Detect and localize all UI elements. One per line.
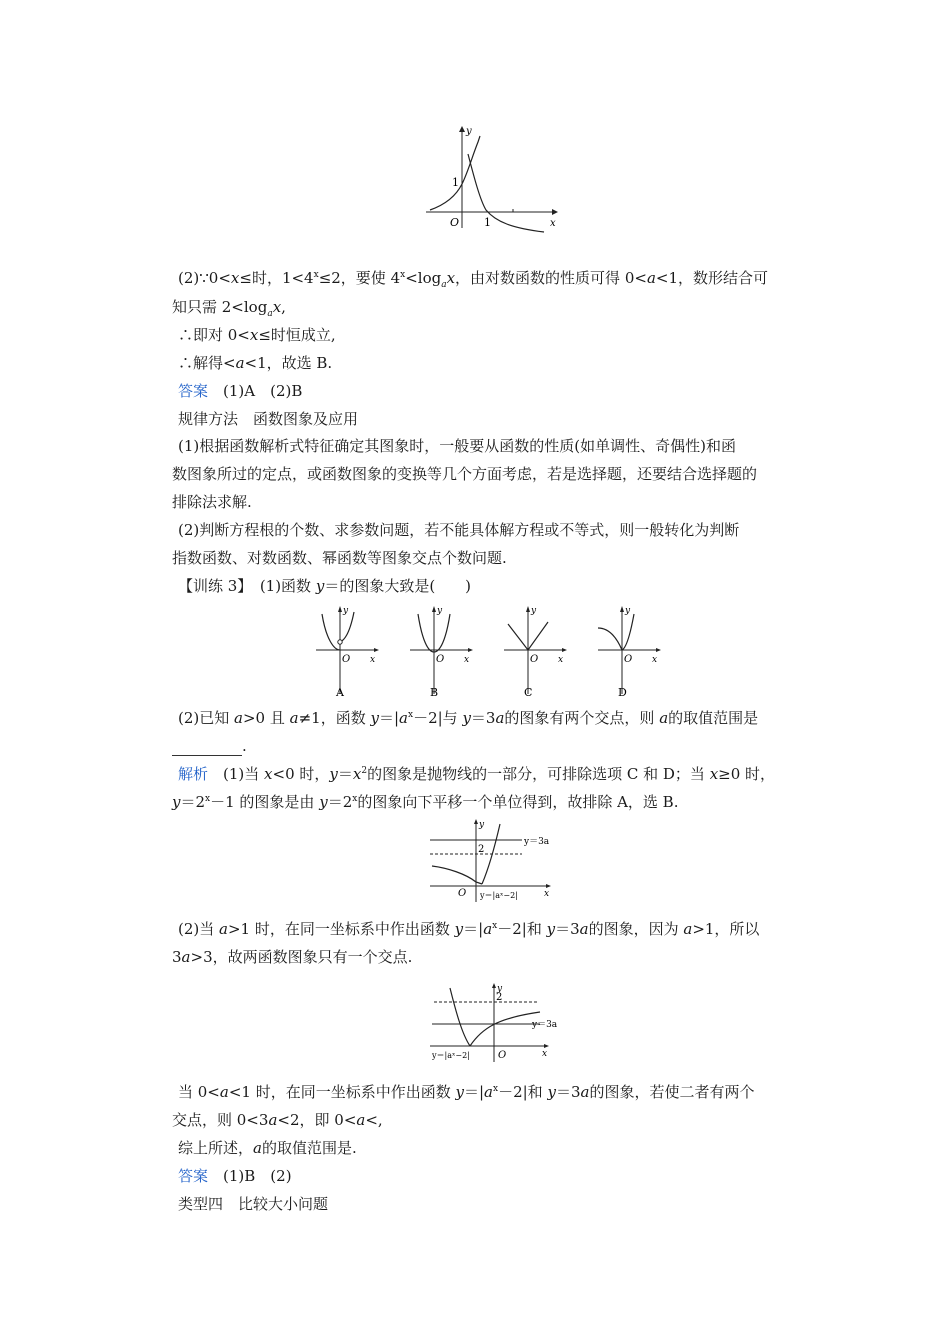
svg-text:2: 2 [496, 992, 503, 1003]
solution2-line-1: (2)当 a>1 时，在同一坐标系中作出函数 $y=|a^x-2|$和 y＝3a的图象，因为 a>1，所以 [178, 920, 760, 938]
y-axis-arrow [459, 126, 465, 132]
solution-line-1: (2)∵0<x≤时，$1<4^x\le 2$，要使 $4^x<\log_ax$，由对数函数的性质可得 0<a<1，数形结合可 [178, 269, 769, 290]
option-c-graph [504, 606, 567, 699]
method-title: 规律方法 函数图象及应用 [178, 410, 359, 428]
answer-1: 答案 (1)A (2)B [178, 382, 303, 400]
svg-text:y: y [437, 606, 443, 616]
x-one-label: 1 [484, 216, 491, 229]
svg-text:O: O [458, 888, 467, 899]
method-p1-line-2: 数图象所过的定点，或函数图象的变换等几个方面考虑，若是选择题，还要结合选择题的 [172, 465, 758, 483]
svg-text:O: O [342, 654, 351, 665]
answer-label: 答案 [178, 382, 209, 400]
svg-text:y＝3a: y＝3a [524, 837, 550, 847]
method-p2-line-1: (2)判断方程根的个数、求参数问题，若不能具体解方程或不等式，则一般转化为判断 [178, 521, 740, 539]
x-axis-arrow [552, 209, 558, 215]
svg-text:O: O [436, 654, 445, 665]
svg-text:2: 2 [478, 844, 485, 855]
analysis-line-1: 解析 (1)当 x<0 时，$y=x^2$的图象是抛物线的一部分，可排除选项 C 和 D；当 x≥0 时， [178, 765, 776, 783]
option-b-letter: B [430, 686, 439, 699]
svg-text:y＝3a: y＝3a [532, 1020, 558, 1030]
solution2-line-2: 3a>3，故两函数图象只有一个交点. [172, 948, 413, 966]
option-a-graph [316, 606, 379, 699]
method-p1-line-3: 排除法求解. [172, 493, 252, 511]
svg-text:x: x [464, 655, 470, 665]
solution3-line-1: 当 0<a<1 时，在同一坐标系中作出函数 $y=|a^x-2|$和 y＝3a的图象，若使二者有两个 [178, 1083, 755, 1101]
option-a-letter: A [336, 686, 344, 699]
option-d-letter: D [618, 686, 627, 699]
svg-text:O: O [530, 654, 539, 665]
exponential-curve [430, 136, 480, 210]
analysis-label: 解析 [178, 765, 209, 783]
figure-a-greater-than-1 [428, 818, 558, 904]
analysis-line-2: $y=2^x-1$ 的图象是由 $y=2^x$的图象向下平移一个单位得到，故排除 A，选 B. [172, 793, 679, 811]
svg-text:O: O [624, 654, 633, 665]
svg-text:x: x [370, 655, 376, 665]
svg-text:x: x [652, 655, 658, 665]
answer-2: 答案 (1)B (2) [178, 1167, 292, 1185]
solution-line-4: ∴解得<a<1，故选 B. [178, 354, 333, 372]
origin-label: O [450, 216, 460, 229]
svg-text:y: y [497, 984, 503, 994]
svg-text:y: y [343, 606, 349, 616]
summary-line: 综上所述，a的取值范围是. [178, 1139, 357, 1157]
training-question: 【训练 3】 (1)函数 y＝的图象大致是( ) [178, 577, 472, 595]
question-2-line-2: . [172, 736, 247, 756]
option-b-graph [410, 606, 473, 699]
figure-a-between-0-and-1 [428, 982, 558, 1064]
y-one-label: 1 [452, 176, 459, 189]
svg-text:y: y [531, 606, 537, 616]
option-c-letter: C [524, 686, 533, 699]
svg-text:y: y [625, 606, 631, 616]
svg-text:x: x [544, 889, 550, 899]
section-heading-type4: 类型四 比较大小问题 [178, 1195, 329, 1213]
method-p2-line-2: 指数函数、对数函数、幂函数等图象交点个数问题. [172, 549, 507, 567]
x-label: x [550, 218, 556, 229]
solution-line-3: ∴即对 0<x≤时恒成立, [178, 326, 336, 344]
solution3-line-2: 交点，则 0<3a<2，即 0<a<, [172, 1111, 383, 1129]
figure-exp-log-graphs [422, 122, 562, 234]
log-curve [468, 154, 544, 232]
svg-text:y: y [479, 820, 485, 830]
option-graphs [312, 604, 672, 700]
svg-text:x: x [558, 655, 564, 665]
svg-text:x: x [542, 1049, 548, 1059]
option-d-graph [598, 606, 661, 699]
svg-text:O: O [498, 1050, 507, 1061]
question-2-line-1: (2)已知 a>0 且 a≠1，函数 $y=|a^x-2|$与 y＝3a的图象有两个交点，则 a的取值范围是 [178, 709, 759, 727]
answer-label: 答案 [178, 1167, 209, 1185]
y-label: y [466, 126, 472, 137]
svg-text:y＝|aˣ−2|: y＝|aˣ−2| [432, 1051, 470, 1060]
solution-line-2: 知只需 $2<\log_ax$, [172, 298, 286, 319]
method-p1-line-1: (1)根据函数解析式特征确定其图象时，一般要从函数的性质(如单调性、奇偶性)和函 [178, 437, 736, 455]
answer-blank [172, 741, 242, 756]
svg-text:y＝|aˣ−2|: y＝|aˣ−2| [480, 891, 518, 900]
